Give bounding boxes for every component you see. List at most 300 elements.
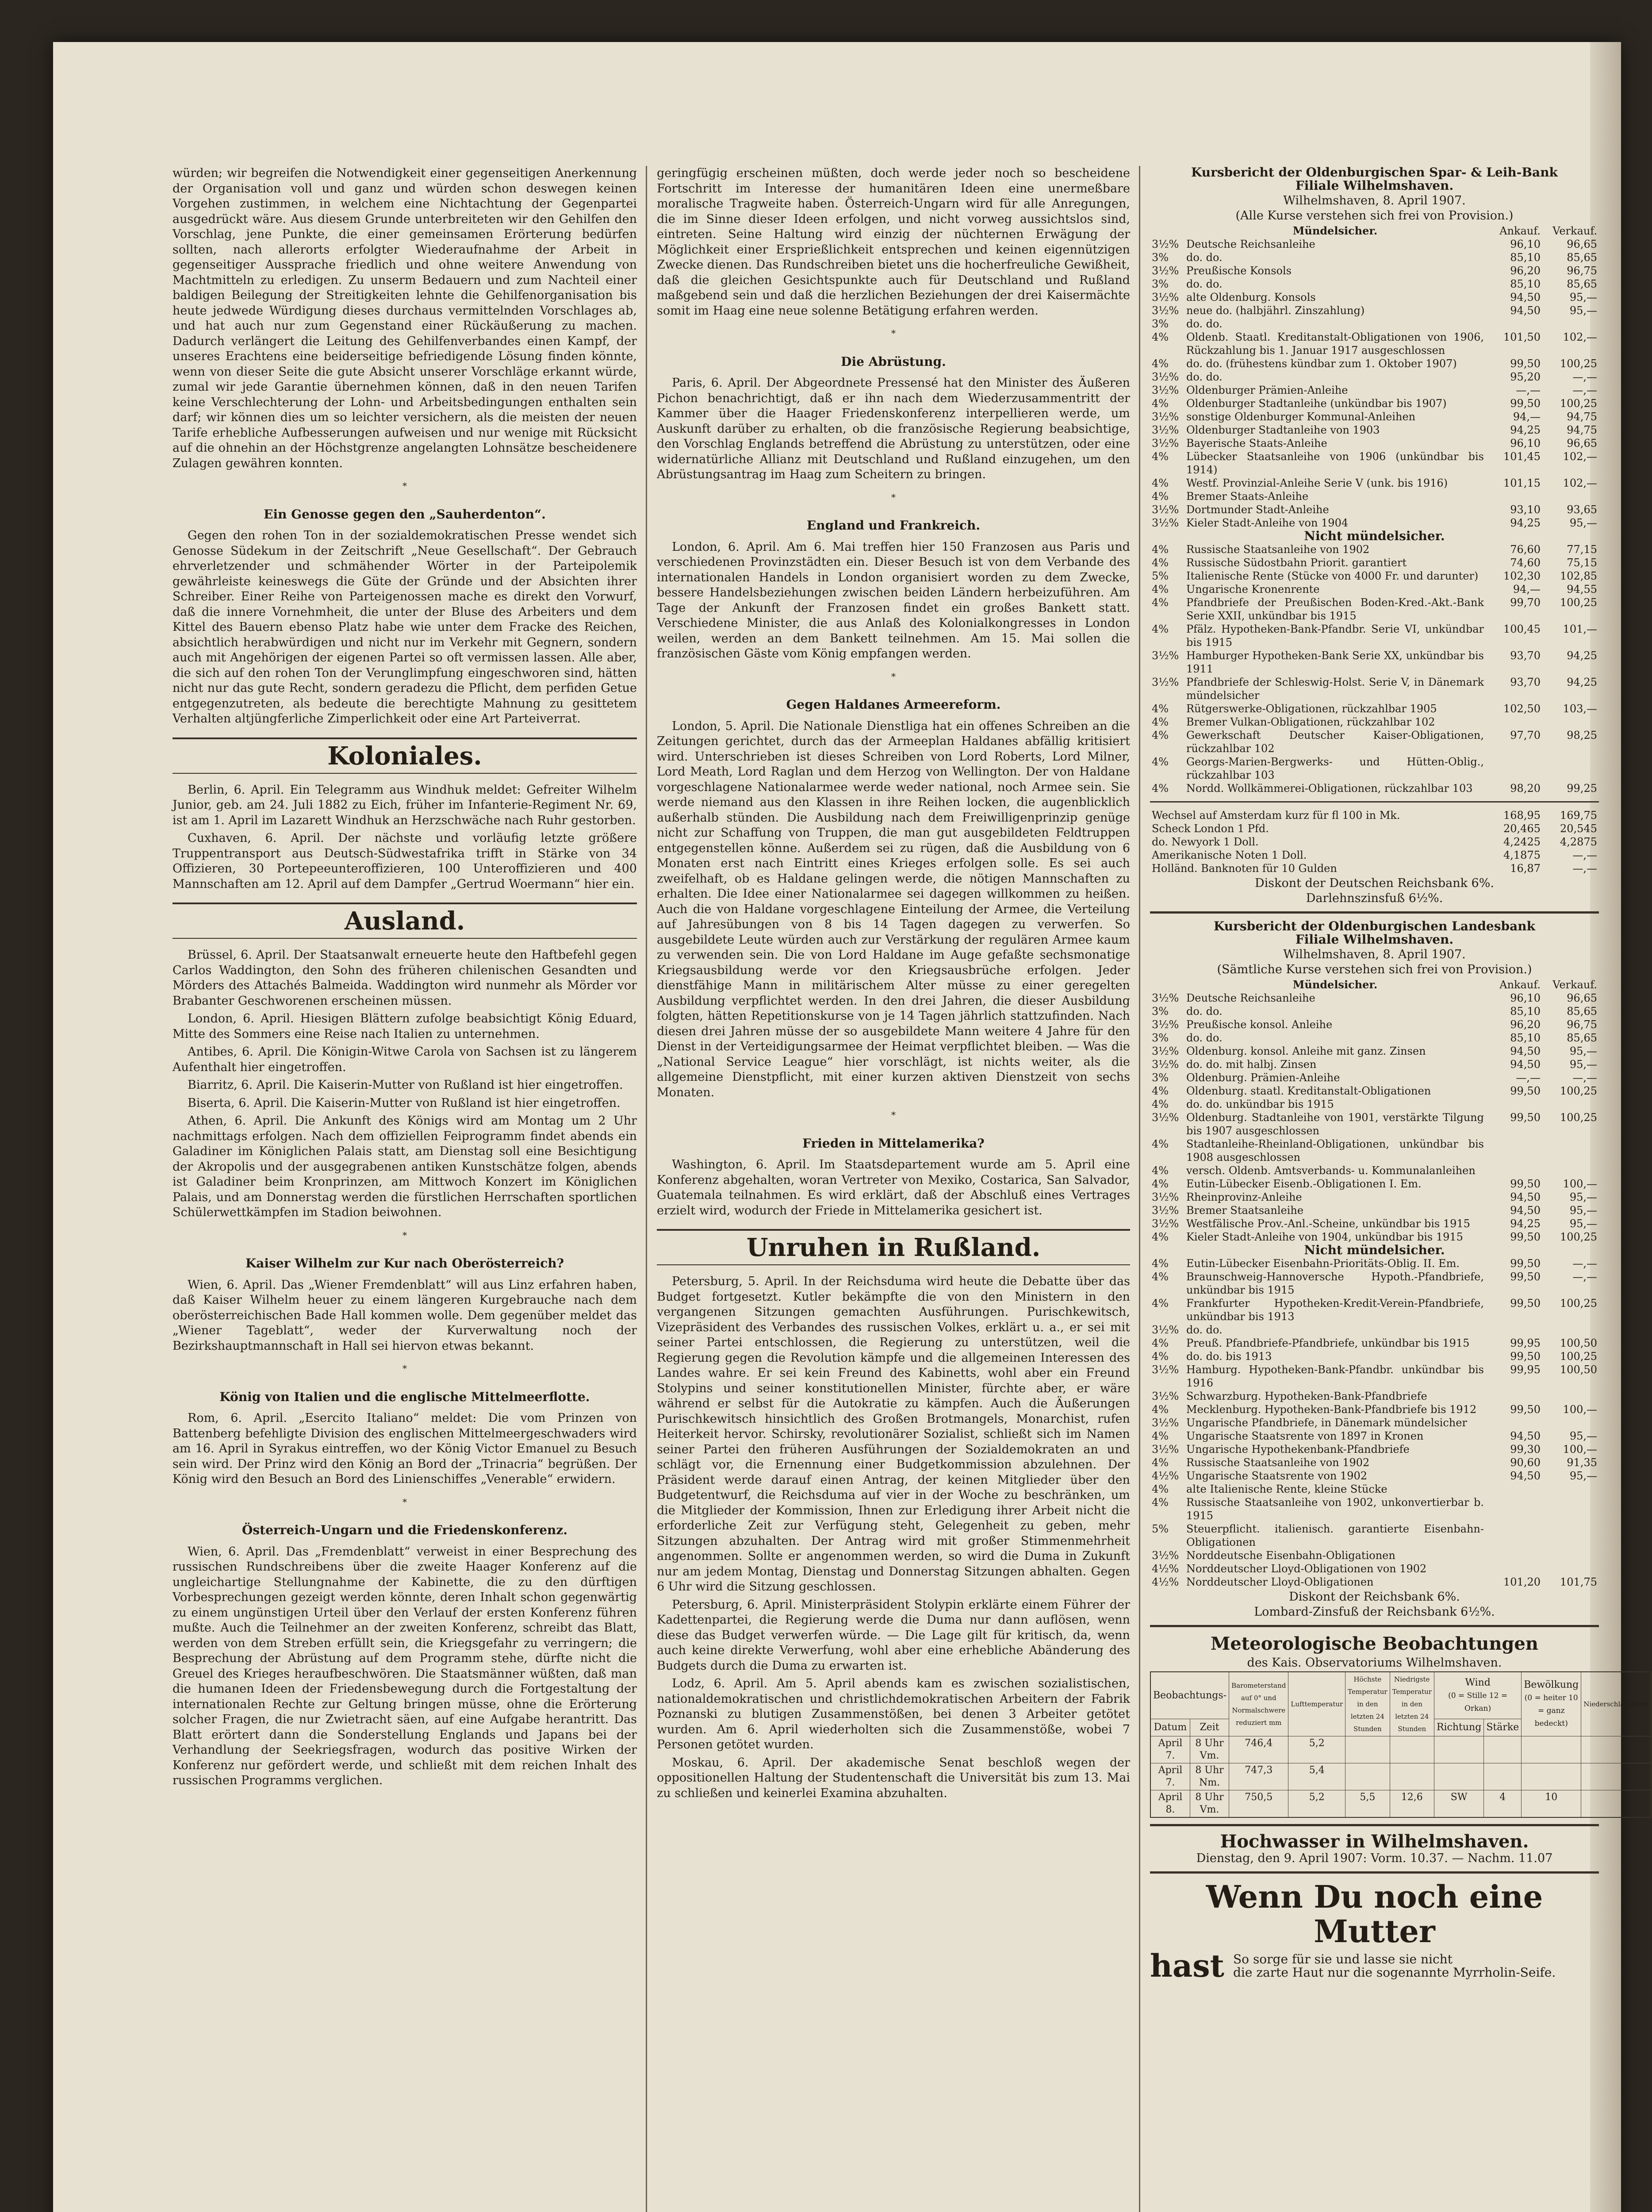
ad-body — [1150, 1949, 1599, 1983]
kurs-ankauf — [1486, 490, 1542, 503]
column-rule — [1139, 166, 1140, 2212]
kurs-name: Eutin-Lübecker Eisenbahn-Prioritäts-Oblig. II. Em. — [1186, 1257, 1460, 1270]
kurs-row — [1150, 1111, 1599, 1137]
th-min: Niedrigste Temperatur in den letzten 24 Stunden — [1390, 1672, 1434, 1736]
article-text: Rom, 6. April. „Esercito Italiano“ meldet: Die vom Prinzen von Battenberg befehligte Division des englischen Mittelmeergeschwaders wird am 16. April in Syrakus eintreffen, wo der König Victor Emanuel zu Besuch sein wird. Der Prinz wird den König an Bord der „Trinacria“ begrüßen. Der König wird den Besuch an Bord des Linienschiffes „Venerable“ erwidern. — [172, 1411, 637, 1486]
kurs-section: Mündelsicher. — [1292, 978, 1378, 991]
col-verkauf: Verkauf. — [1552, 979, 1597, 991]
kurs-ankauf: 99,95 — [1510, 1337, 1541, 1349]
kurs-row — [1150, 1323, 1599, 1336]
meteo-cell — [1522, 1763, 1581, 1790]
kurs-row — [1150, 490, 1599, 503]
kurs-row — [1150, 437, 1599, 450]
kurs-rate: 3% — [1152, 1071, 1169, 1084]
th-datum: Datum — [1150, 1719, 1190, 1736]
kurs-row — [1150, 384, 1599, 397]
kurs-verkauf: 100,25 — [1560, 1111, 1597, 1124]
article-text: London, 6. April. Am 6. Mai treffen hier 150 Franzosen aus Paris und verschiedenen Provinzstädten ein. Dieser Besuch ist von dem Verbande des internationalen Handels in London organisiert worden zu dem Zwecke, bessere Handelsbeziehungen zwischen beiden Ländern herbeizuführen. Am Tage der Ankunft der Franzosen findet ein großes Bankett statt. Verschiedene Minister, die aus Anlaß des Kolonialkongresses in London weilen, werden an dem Bankett teilnehmen. Am 15. Mai sollen die französischen Gäste vom König empfangen werden. — [657, 540, 1130, 661]
kurs-rate: 4% — [1152, 782, 1169, 795]
kurs-name: Russische Staatsanleihe von 1902 — [1186, 1456, 1370, 1469]
kurs-row — [1150, 1217, 1599, 1230]
kurs-verkauf: 100,25 — [1560, 397, 1597, 410]
kurs-section: Nicht mündelsicher. — [1304, 529, 1445, 543]
kurs-ankauf: 99,50 — [1510, 1297, 1541, 1310]
article-text: Wien, 6. April. Das „Fremdenblatt“ verweist in einer Besprechung des russischen Rundschreibens über die zweite Haager Konferenz auf die ungleichartige Stellungnahme der Kabinette, die zu den dürftigen Vorbesprechungen gezeigt werden könnte, deren Inhalt schon gegenwärtig zu einem ungünstigen Urteil über den Verlauf der ersten Konferenz führen mußte. Auch die Teilnehmer an der zweiten Konferenz, schreibt das Blatt, werden von dem Streben erfüllt sein, die Kriegsgefahr zu verringern; die Besprechung der Abrüstung auf dem Programm stehe, dürfte nicht die Greuel des Krieges heraufbeschwören. Die Staatsmänner wüßten, daß man die humanen Ideen der Friedensbewegung durch die Fortgestaltung der internationalen Rechte zur Geltung bringen müsse, ohne die Erörterung solcher Fragen, die nur Zwietracht säen, auf eine Aufgabe herantritt. Das Blatt erörtert dann die Sonderstellung Englands und Japans bei der Verhandlung der Seekriegsfragen, wodurch das positive Wirken der Konferenz nur gefördert werde, und schließt mit dem reichen Inhalt des russischen Programms verglichen. — [172, 1544, 637, 1787]
kurs-row — [1150, 357, 1599, 370]
meteo-cell — [1434, 1763, 1483, 1790]
kurs-rate: 4% — [1152, 729, 1169, 741]
fx-name: Amerikanische Noten 1 Doll. — [1152, 849, 1307, 861]
kurs-verkauf: 95,— — [1569, 1058, 1597, 1071]
kurs-row — [1150, 1177, 1599, 1190]
divider — [1150, 801, 1599, 803]
kurs-verkauf: 95,— — [1569, 304, 1597, 317]
kurs-row — [1150, 516, 1599, 530]
meteo-cell — [1390, 1763, 1434, 1790]
separator: * — [891, 328, 896, 338]
meteo-cell — [1345, 1763, 1390, 1790]
bew-label: Bewölkung — [1524, 1679, 1579, 1690]
separator: * — [891, 492, 896, 503]
article-text: Berlin, 6. April. Ein Telegramm aus Windhuk meldet: Gefreiter Wilhelm Junior, geb. am 24. Juli 1882 zu Eich, früher im Infanterie-Regiment Nr. 69, ist am 1. April im Lazarett Windhuk an Herzschwäche nach Ruhr gestorben. — [172, 783, 637, 827]
kurs-rate: 4% — [1152, 1085, 1169, 1097]
discount: Diskont der Deutschen Reichsbank 6%. — [1255, 876, 1494, 890]
kurs-verkauf: 96,65 — [1567, 992, 1597, 1004]
darlehn: Darlehnszinsfuß 6½%. — [1306, 891, 1443, 905]
kurs-rate: 4% — [1152, 596, 1169, 609]
kurs-ankauf — [1486, 1522, 1542, 1549]
th-temp: Lufttemperatur — [1288, 1672, 1345, 1736]
kurs-ankauf: 99,50 — [1510, 1271, 1541, 1283]
article-heading: Ein Genosse gegen den „Sauherdenton“. — [264, 507, 546, 522]
kurs-ankauf: 99,50 — [1510, 1403, 1541, 1416]
kurs-name: Georgs-Marien-Bergwerks- und Hütten-Oblig., rückzahlbar 103 — [1186, 756, 1484, 781]
kurs-name: Kieler Stadt-Anleihe von 1904 — [1186, 517, 1349, 529]
kurs-ankauf: 85,10 — [1510, 1032, 1541, 1044]
kurs-verkauf — [1542, 1416, 1599, 1429]
kurs-title: Kursbericht der Oldenburgischen Landesbank — [1214, 919, 1535, 933]
kurs-verkauf: 100,25 — [1560, 596, 1597, 609]
kurs-verkauf: 94,25 — [1567, 649, 1597, 662]
fx-verkauf: —,— — [1572, 862, 1597, 875]
meteorologische-beobachtungen — [1150, 1633, 1648, 1818]
kurs-row — [1150, 1230, 1599, 1244]
article-text: geringfügig erscheinen müßten, doch werde jeder noch so bescheidene Fortschritt im Interesse der humanitären Ideen eine unermeßbare moralische Tragweite haben. Österreich-Ungarn wird für alle Anregungen, die im Sinne dieser Ideen erfolgen, und nicht vorweg aussichtslos sind, eintreten. Seine Haltung wird einzig der nüchternen Erwägung der Möglichkeit einer Ersprießlichkeit entsprechen und keinen eigennützigen Zwecke dienen. Das Rundschreiben bietet uns die hocherfreuliche Gewißheit, daß die gleichen Gesichtspunkte auch für Deutschland und Rußland maßgebend sein und daß die herzlichen Beziehungen der drei Kaisermächte somit im Haag eine neue solenne Betätigung erfahren werden. — [657, 166, 1130, 318]
fx-ankauf: 4,1875 — [1503, 849, 1541, 861]
kurs-rate: 4% — [1152, 490, 1169, 503]
kurs-rate: 3½% — [1152, 1549, 1179, 1562]
meteo-cell: 5,2 — [1288, 1736, 1345, 1763]
meteo-cell: 8 Uhr Vm. — [1190, 1790, 1229, 1818]
kurs-rate: 4% — [1152, 1403, 1169, 1416]
blank — [1150, 224, 1184, 238]
kurs-rate: 3½% — [1152, 676, 1179, 688]
kurs-subtitle: Filiale Wilhelmshaven. — [1295, 178, 1454, 193]
th-wind — [1434, 1672, 1521, 1719]
kurs-row — [1150, 1018, 1599, 1031]
kurs-name: alte Italienische Rente, kleine Stücke — [1186, 1483, 1388, 1495]
article-heading: König von Italien und die englische Mittelmeerflotte. — [219, 1389, 590, 1404]
kurs-row — [1150, 251, 1599, 264]
kurs-row — [1150, 476, 1599, 490]
kurs-name: Pfandbriefe der Preußischen Boden-Kred.-Akt.-Bank Serie XXII, unkündbar bis 1915 — [1186, 596, 1484, 622]
kurs-verkauf: 95,— — [1569, 1217, 1597, 1230]
kurs-name: Oldenburger Prämien-Anleihe — [1186, 384, 1348, 396]
kurs-verkauf: 102,— — [1563, 331, 1597, 343]
kurs-verkauf: 94,75 — [1567, 411, 1597, 423]
kurs-subtitle: Filiale Wilhelmshaven. — [1295, 932, 1454, 947]
article-text: Cuxhaven, 6. April. Der nächste und vorläufig letzte größere Truppentransport aus Deutsch-Südwestafrika trifft in Stärke von 34 Offizieren, 30 Portepeeunteroffizieren, 100 Unteroffizieren und 400 Mannschaften am 12. April auf dem Dampfer „Gertrud Woermann“ hier ein. — [172, 831, 637, 891]
kurs-name: Russische Südostbahn Priorit. garantiert — [1186, 557, 1407, 569]
fx-verkauf: —,— — [1572, 849, 1597, 861]
kurs-rate: 3½% — [1152, 1363, 1179, 1376]
kurs-row — [1150, 1257, 1599, 1270]
kurs-rate: 5% — [1152, 570, 1169, 582]
fx-name: Holländ. Banknoten für 10 Gulden — [1152, 862, 1337, 875]
meteo-cell: 10 — [1522, 1790, 1581, 1818]
kurs-name: do. do. (frühestens kündbar zum 1. Oktober 1907) — [1186, 357, 1457, 370]
th-bew — [1522, 1672, 1581, 1736]
kurs-ankauf — [1486, 1562, 1542, 1575]
kurs-row — [1150, 729, 1599, 755]
kurs-row — [1150, 596, 1599, 622]
kurs-rate: 3½% — [1152, 1217, 1179, 1230]
kurs-name: Kieler Stadt-Anleihe von 1904, unkündbar bis 1915 — [1186, 1231, 1463, 1243]
kurs-ankauf — [1486, 1390, 1542, 1403]
kurs-ankauf: 97,70 — [1510, 729, 1541, 741]
meteo-cell: 8 Uhr Vm. — [1190, 1736, 1229, 1763]
kurs-name: Ungarische Kronenrente — [1186, 583, 1320, 595]
article-heading: Die Abrüstung. — [841, 354, 946, 369]
kurs-verkauf — [1542, 1137, 1599, 1164]
fx-row — [1150, 809, 1599, 822]
meteo-cell: 746,4 — [1229, 1736, 1288, 1763]
meteo-cell: 5,5 — [1345, 1790, 1390, 1818]
kurs-ankauf: 94,25 — [1510, 424, 1541, 436]
kurs-verkauf: 100,25 — [1560, 1085, 1597, 1097]
kurs-verkauf — [1542, 1496, 1599, 1522]
article-text: Wien, 6. April. Das „Wiener Fremdenblatt“ will aus Linz erfahren haben, daß Kaiser Wilhelm heuer zu einem längeren Kurgebrauche nach dem oberösterreichischen Bade Hall kommen wolle. Dem gegenüber meldet das „Wiener Tageblatt“, weder der Kurverwaltung noch der Bezirkshauptmannschaft in Hall sei hiervon etwas bekannt. — [172, 1278, 637, 1353]
discount: Diskont der Reichsbank 6%. — [1289, 1590, 1460, 1604]
kurs-ankauf: 95,20 — [1510, 371, 1541, 383]
kurs-section: Nicht mündelsicher. — [1304, 1243, 1445, 1257]
kurs-verkauf — [1542, 1482, 1599, 1496]
kurs-verkauf: 95,— — [1569, 1430, 1597, 1442]
kurs-name: Deutsche Reichsanleihe — [1186, 992, 1315, 1004]
kurs-ankauf: 102,50 — [1503, 703, 1541, 715]
meteo-cell — [1390, 1736, 1434, 1763]
col-ankauf: Ankauf. — [1499, 979, 1541, 991]
kurs-rate: 4% — [1152, 1271, 1169, 1283]
kurs-rate: 3½% — [1152, 649, 1179, 662]
article-text: Petersburg, 6. April. Ministerpräsident Stolypin erklärte einem Führer der Kadettenpartei, die Regierung werde die Duma nur dann auflösen, wenn diese das Budget verwerfen würde. — Die Lage gilt für kritisch, da, wenn auch keine direkte Verwerfung, wohl aber eine erhebliche Abänderung des Budgets durch die Duma zu erwarten ist. — [657, 1598, 1130, 1673]
section-heading-koloniales: Koloniales. — [172, 737, 637, 774]
kurs-verkauf: 102,— — [1563, 450, 1597, 463]
kurs-row — [1150, 1190, 1599, 1204]
article-text: Biarritz, 6. April. Die Kaiserin-Mutter von Rußland ist hier eingetroffen. — [188, 1078, 623, 1092]
meteo-subtitle: des Kais. Observatoriums Wilhelmshaven. — [1247, 1656, 1502, 1670]
kurs-row — [1150, 1270, 1599, 1297]
kurs-verkauf: 103,— — [1563, 703, 1597, 715]
kurs-rate: 3½% — [1152, 437, 1179, 449]
kurs-row — [1150, 238, 1599, 251]
kurs-verkauf: 100,25 — [1560, 357, 1597, 370]
kurs-verkauf — [1542, 1323, 1599, 1336]
article-heading: Frieden in Mittelamerika? — [802, 1136, 985, 1151]
meteo-cell — [1581, 1763, 1651, 1790]
meteo-row — [1150, 1763, 1651, 1790]
kurs-row — [1150, 1058, 1599, 1071]
kurs-row — [1150, 1403, 1599, 1416]
kurs-name: do. do. — [1186, 371, 1223, 383]
meteo-cell: April 7. — [1150, 1736, 1190, 1763]
kurs-row — [1150, 1363, 1599, 1390]
kurs-verkauf: 98,25 — [1567, 729, 1597, 741]
kurs-rate: 4% — [1152, 397, 1169, 410]
kurs-ankauf — [1486, 755, 1542, 782]
kurs-verkauf: 99,25 — [1567, 782, 1597, 795]
kurs-verkauf: 102,— — [1563, 477, 1597, 489]
separator: * — [402, 1229, 407, 1240]
meteo-cell: 747,3 — [1229, 1763, 1288, 1790]
kurs-row — [1150, 1084, 1599, 1098]
kurs-verkauf: 94,75 — [1567, 424, 1597, 436]
kurs-rate: 3% — [1152, 251, 1169, 264]
kurs-verkauf: 102,85 — [1560, 570, 1597, 582]
kurs-name: Bremer Vulkan-Obligationen, rückzahlbar 102 — [1186, 716, 1435, 728]
kurs-rate: 4½% — [1152, 1576, 1179, 1588]
kurs-name: versch. Oldenb. Amtsverbands- u. Kommunalanleihen — [1186, 1164, 1476, 1177]
fx-verkauf: 169,75 — [1560, 809, 1597, 822]
kurs-row — [1150, 304, 1599, 317]
separator: * — [402, 1496, 407, 1507]
meteo-row — [1150, 1736, 1651, 1763]
kurs-rate: 4% — [1152, 331, 1169, 343]
fx-row — [1150, 835, 1599, 849]
kurs-verkauf: 95,— — [1569, 291, 1597, 303]
fx-ankauf: 16,87 — [1510, 862, 1541, 875]
article-text: Gegen den rohen Ton in der sozialdemokratischen Presse wendet sich Genosse Südekum in der Zeitschrift „Neue Gesellschaft“. Der Gebrauch ehrverletzender und schmähender Wörter in der Parteipolemik gewährleiste keineswegs die Güte der Gründe und der Absichten ihrer Schreiber. Einer Reihe von Parteigenossen mache es direkt den Vorwurf, daß die innere Vornehmheit, die unter der Bluse des Arbeiters und dem Kittel des Bauern ebenso Platz habe wie unter dem Fracke des Reichen, absichtlich herabwürdigen und nicht nur im Verkehr mit Gegnern, sondern auch mit Angehörigen der eigenen Partei so oft vermissen lassen. Alle aber, die sich auf den rohen Ton der Verunglimpfung eingeschworen sind, hätten nicht nur das gute Recht, sondern geradezu die Pflicht, dem perfiden Getue entgegenzutreten, als bedeute die berechtigte Mahnung zu gesittetem Verhalten altjüngferliche Zimperlichkeit oder eine Art Parteiverrat. — [172, 529, 637, 726]
kurs-rate: 4% — [1152, 583, 1169, 595]
th-baro: Barometerstand auf 0° und Normalschwere reduziert mm — [1229, 1672, 1288, 1736]
kurs-name: Hamburg. Hypotheken-Bank-Pfandbr. unkündbar bis 1916 — [1186, 1363, 1484, 1389]
meteo-cell: 12,6 — [1390, 1790, 1434, 1818]
kurs-name: Braunschweig-Hannoversche Hypoth.-Pfandbriefe, unkündbar bis 1915 — [1186, 1271, 1484, 1296]
kurs-ankauf: 96,10 — [1510, 992, 1541, 1004]
kurs-verkauf — [1542, 317, 1599, 330]
th-staerke: Stärke — [1484, 1719, 1522, 1736]
kurs-rate: 3½% — [1152, 1058, 1179, 1071]
kurs-rate: 3½% — [1152, 1204, 1179, 1217]
kurs-ankauf: 99,95 — [1510, 1363, 1541, 1376]
kurs-name: do. do. — [1186, 1032, 1223, 1044]
kurs-verkauf: —,— — [1572, 384, 1597, 396]
fx-verkauf: 20,545 — [1560, 822, 1597, 835]
fx-row — [1150, 849, 1599, 862]
kurs-name: Stadtanleihe-Rheinland-Obligationen, unkündbar bis 1908 ausgeschlossen — [1186, 1138, 1484, 1164]
kurs-date: Wilhelmshaven, 8. April 1907. — [1283, 194, 1466, 207]
kurs-verkauf — [1542, 1098, 1599, 1111]
hochwasser-line: Dienstag, den 9. April 1907: Vorm. 10.37. — Nachm. 11.07 — [1196, 1851, 1553, 1865]
th-max: Höchste Temperatur in den letzten 24 Stunden — [1345, 1672, 1390, 1736]
wind-sub: (0 = Stille 12 = Orkan) — [1448, 1691, 1508, 1713]
kurs-row — [1150, 556, 1599, 569]
kurs-ankauf — [1486, 317, 1542, 330]
kurs-ankauf: 94,25 — [1510, 1217, 1541, 1230]
kurs-name: Ungarische Pfandbriefe, in Dänemark mündelsicher — [1186, 1417, 1467, 1429]
kurs-rate: 3% — [1152, 318, 1169, 330]
kurs-rate: 4% — [1152, 703, 1169, 715]
kurs-verkauf — [1542, 1164, 1599, 1177]
article-text: würden; wir begreifen die Notwendigkeit einer gegenseitigen Anerkennung der Organisation voll und ganz und würden schon deswegen keinen Vorgehen zustimmen, in welchem eine Nichtachtung der Gegenpartei ausgedrückt wäre. Aus diesem Grunde unterbreiteten wir den Gehilfen den Vorschlag, jene Punkte, die einer gemeinsamen Erörterung bedürfen sollten, nach allerorts erfolgter Wiederaufnahme der Arbeit in gegenseitiger Aussprache friedlich und ohne weitere Anwendung von Machtmitteln zu erledigen. Zu unserm Bedauern und zum Nachteil einer baldigen Beilegung der Streitigkeiten lehnte die Gehilfenorganisation bis heute jedwede Würdigung dieses durchaus vermittelnden Vorschlages ab, und hat auch nur zum Gegenstand einer Rückäußerung zu machen. Dadurch verlängert die Leitung des Gehilfenverbandes einen Kampf, der unseres Erachtens eine beiderseitige befriedigende Lösung finden könnte, wenn von dieser Seite die gute Absicht unserer Vorschläge erkannt würde, zumal wir jede Garantie übernehmen können, daß in den neuen Tarifen keine Verschlechterung der Lohn- und Arbeitsbedingungen enthalten sein darf; wir können dies um so leichter versichern, als die meisten der neuen Tarife erhebliche Aufbesserungen aufweisen und nur wenige mit Rücksicht auf die ohnehin an der Höchstgrenze angelangten Lohnsätze bescheidenere Zulagen gewähren konnten. — [172, 166, 637, 470]
kurs-row — [1150, 503, 1599, 516]
separator: * — [891, 671, 896, 682]
kurs-ankauf — [1486, 1323, 1542, 1336]
kurs-rate: 4% — [1152, 450, 1169, 463]
kurs-ankauf: 99,50 — [1510, 357, 1541, 370]
kurs-verkauf: 77,15 — [1567, 543, 1597, 556]
kurs-row — [1150, 1350, 1599, 1363]
kurs-name: Pfälz. Hypotheken-Bank-Pfandbr. Serie VI, unkündbar bis 1915 — [1186, 623, 1484, 649]
article-text: Antibes, 6. April. Die Königin-Witwe Carola von Sachsen ist zu längerem Aufenthalt hier eingetroffen. — [172, 1045, 637, 1074]
kurs-rate: 3½% — [1152, 1417, 1179, 1429]
th-zeit: Zeit — [1190, 1719, 1229, 1736]
kurs-row — [1150, 370, 1599, 384]
kurs-rate: 3½% — [1152, 238, 1179, 250]
kurs-ankauf: 99,50 — [1510, 1257, 1541, 1270]
kurs-ankauf: 90,60 — [1510, 1456, 1541, 1469]
kurs-ankauf: 94,50 — [1510, 1058, 1541, 1071]
kurs-name: neue do. (halbjährl. Zinszahlung) — [1186, 304, 1365, 317]
kurs-name: Nordd. Wollkämmerei-Obligationen, rückzahlbar 103 — [1186, 782, 1473, 795]
column-rule — [646, 166, 647, 2212]
hochwasser-title: Hochwasser in Wilhelmshaven. — [1220, 1831, 1529, 1852]
kurs-row — [1150, 782, 1599, 795]
kurs-name: Preuß. Pfandbriefe-Pfandbriefe, unkündbar bis 1915 — [1186, 1337, 1470, 1349]
kursbericht-spar-leih-bank — [1150, 166, 1599, 905]
kurs-name: Norddeutscher Lloyd-Obligationen — [1186, 1576, 1374, 1588]
kurs-row — [1150, 1137, 1599, 1164]
kurs-ankauf — [1486, 1098, 1542, 1111]
kurs-date: Wilhelmshaven, 8. April 1907. — [1283, 948, 1466, 961]
article-heading: England und Frankreich. — [806, 518, 981, 533]
kurs-name: Hamburger Hypotheken-Bank Serie XX, unkündbar bis 1911 — [1186, 649, 1484, 675]
fx-ankauf: 168,95 — [1503, 809, 1541, 822]
meteo-cell: April 7. — [1150, 1763, 1190, 1790]
kurs-verkauf: 94,55 — [1567, 583, 1597, 595]
kurs-ankauf — [1486, 1137, 1542, 1164]
kurs-rate: 4% — [1152, 1297, 1169, 1310]
kurs-name: sonstige Oldenburger Kommunal-Anleihen — [1186, 411, 1416, 423]
fx-verkauf: 4,2875 — [1560, 836, 1597, 848]
newspaper-page — [53, 42, 1648, 2212]
wind-label: Wind — [1465, 1677, 1491, 1688]
kurs-row — [1150, 1575, 1599, 1589]
kurs-name: Russische Staatsanleihe von 1902, unkonvertierbar b. 1915 — [1186, 1496, 1484, 1522]
kurs-row — [1150, 583, 1599, 596]
kurs-row — [1150, 1469, 1599, 1482]
kurs-rate: 4% — [1152, 623, 1169, 635]
kurs-rate: 3½% — [1152, 1045, 1179, 1057]
section-heading-russland: Unruhen in Rußland. — [657, 1229, 1130, 1265]
kurs-verkauf: 91,35 — [1567, 1456, 1597, 1469]
kurs-rate: 3½% — [1152, 291, 1179, 303]
kurs-name: Oldenb. Staatl. Kreditanstalt-Obligationen von 1906, Rückzahlung bis 1. Januar 1917 ausgeschlossen — [1186, 331, 1484, 357]
kurs-row — [1150, 330, 1599, 357]
kurs-name: Frankfurter Hypotheken-Kredit-Verein-Pfandbriefe, unkündbar bis 1913 — [1186, 1297, 1484, 1323]
kurs-rate: 4% — [1152, 1231, 1169, 1243]
ad-word: hast — [1150, 1947, 1224, 1984]
kurs-ankauf: —,— — [1516, 384, 1541, 396]
kurs-ankauf: —,— — [1516, 1071, 1541, 1084]
kurs-section: Mündelsicher. — [1292, 224, 1378, 237]
kurs-ankauf — [1486, 1164, 1542, 1177]
kurs-rate: 3½% — [1152, 1390, 1179, 1402]
kurs-ankauf: 101,50 — [1503, 331, 1541, 343]
kurs-rate: 4% — [1152, 1098, 1169, 1110]
kurs-name: Rheinprovinz-Anleihe — [1186, 1191, 1302, 1203]
kurs-verkauf: 100,— — [1563, 1178, 1597, 1190]
kurs-table — [1150, 978, 1599, 1244]
kurs-name: Norddeutsche Eisenbahn-Obligationen — [1186, 1549, 1395, 1562]
th-richt: Richtung — [1434, 1719, 1483, 1736]
kurs-row — [1150, 1164, 1599, 1177]
fx-ankauf: 4,2425 — [1503, 836, 1541, 848]
kurs-ankauf: 96,10 — [1510, 238, 1541, 250]
kurs-row — [1150, 1005, 1599, 1018]
separator: * — [402, 480, 407, 491]
kurs-name: do. do. mit halbj. Zinsen — [1186, 1058, 1317, 1071]
kurs-name: Oldenburg. Prämien-Anleihe — [1186, 1071, 1340, 1084]
kurs-row — [1150, 1443, 1599, 1456]
blank — [1150, 978, 1184, 991]
kurs-row — [1150, 1416, 1599, 1429]
kurs-row — [1150, 991, 1599, 1005]
kurs-rate: 3% — [1152, 1005, 1169, 1018]
kurs-rate: 3% — [1152, 1032, 1169, 1044]
ad-lines — [1233, 1953, 1556, 1979]
kurs-ankauf — [1486, 715, 1542, 729]
kurs-verkauf: 100,— — [1563, 1443, 1597, 1455]
kurs-ankauf: 101,45 — [1503, 450, 1541, 463]
kurs-row — [1150, 450, 1599, 476]
column-1 — [172, 166, 637, 1791]
kurs-verkauf: 96,75 — [1567, 1018, 1597, 1031]
article-text: Petersburg, 5. April. In der Reichsduma wird heute die Debatte über das Budget fortgesetzt. Kutler bekämpfte die von den Ministern in den vergangenen Sitzungen gemachten Ausführungen. Purischkewitsch, Vizepräsident des Verbandes des russischen Volkes, erklärt u. a., er sei mit seiner Partei entschlossen, die Regierung zu unterstützen, weil die Regierung gegen die Revolution kämpfe und die allgemeinen Interessen des Landes wahre. Er sei kein Freund des Kabinetts, wohl aber ein Freund Stolypins und seiner konstitutionellen Minister, fürchte aber, er wäre während er selbst für die Autokratie zu kämpfen. Auch die Äußerungen Purischkewitsch hinsichtlich des Großen Brotmangels, Monarchist, rufen Heiterkeit hervor. Schirsky, revolutionärer Sozialist, schließt sich im Namen seiner Partei den früheren Ausführungen der Sozialdemokraten an und schlägt vor, die Ernennung einer Budgetkommission abzulehnen. Der Präsident werde darauf einen Antrag, der keinen Mitglieder über den Budgetentwurf, die Reichsduma auf vier in der Woche zu beschränken, um die Mitglieder der Kommission, Ihnen zur Erledigung ihrer Arbeit nicht die erforderliche Zeit zur Verfügung steht, Gelegenheit zu geben, mehr Sitzungen abzuhalten. Der Antrag wird mit großer Stimmenmehrheit angenommen. Sollte er angenommen werden, so wird die Duma in Zukunft nur am jedem Montag, Dienstag und Donnerstag Sitzungen abhalten. Gegen 6 Uhr wird die Sitzung geschlossen. — [657, 1275, 1130, 1594]
kurs-ankauf: 85,10 — [1510, 278, 1541, 290]
kurs-ankauf: 96,20 — [1510, 1018, 1541, 1031]
separator: * — [891, 1110, 896, 1120]
kurs-row — [1150, 1336, 1599, 1350]
kurs-verkauf — [1542, 490, 1599, 503]
kurs-verkauf: 95,— — [1569, 1045, 1597, 1057]
kurs-ankauf: 94,— — [1513, 411, 1541, 423]
kurs-rate: 4½% — [1152, 1470, 1179, 1482]
kurs-header-row — [1150, 224, 1599, 238]
meteo-cell — [1434, 1736, 1483, 1763]
fx-name: do. Newyork 1 Doll. — [1152, 836, 1259, 848]
divider — [1150, 911, 1599, 914]
kurs-name: do. do. unkündbar bis 1915 — [1186, 1098, 1334, 1110]
kurs-name: Oldenburg. Stadtanleihe von 1901, verstärkte Tilgung bis 1907 ausgeschlossen — [1186, 1111, 1484, 1137]
kurs-name: do. do. — [1186, 278, 1223, 290]
kurs-name: Pfandbriefe der Schleswig-Holst. Serie V, in Dänemark mündelsicher — [1186, 676, 1484, 702]
kurs-rate: 3% — [1152, 278, 1169, 290]
kurs-verkauf — [1542, 1549, 1599, 1562]
kurs-row — [1150, 277, 1599, 291]
kurs-rate: 3½% — [1152, 424, 1179, 436]
kurs-name: Oldenburg. konsol. Anleihe mit ganz. Zinsen — [1186, 1045, 1426, 1057]
